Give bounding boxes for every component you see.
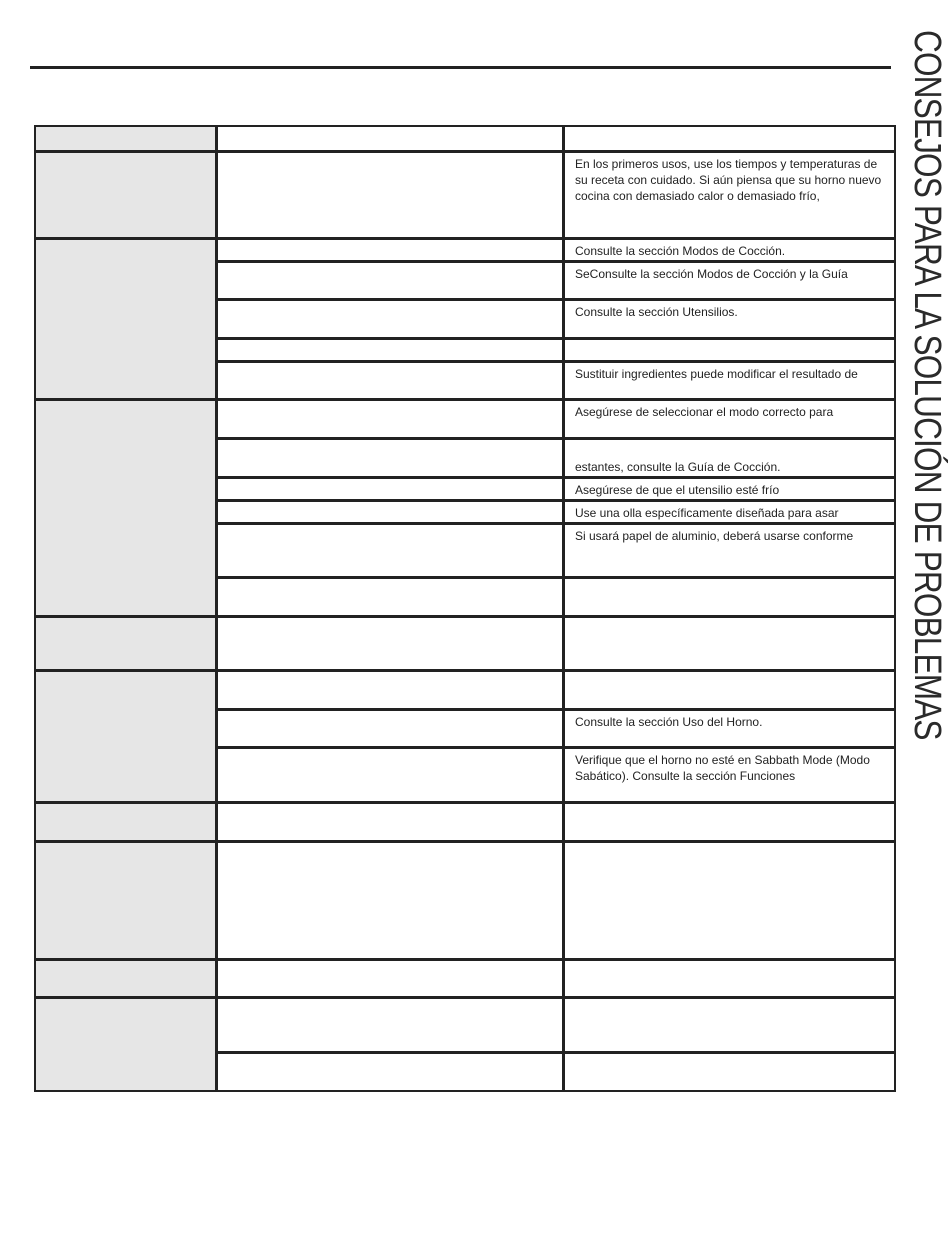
cause-cell: [216, 399, 564, 439]
cause-cell: [216, 959, 564, 998]
solution-cell: En los primeros usos, use los tiempos y temperaturas de su receta con cuidado. Si aún piensa que su horno nuevo cocina con demasiado calor o demasiado frío,: [563, 151, 896, 239]
solution-cell: [563, 616, 896, 671]
header-cell: [216, 125, 564, 152]
solution-cell: Si usará papel de aluminio, deberá usarse conforme: [563, 523, 896, 578]
cause-cell: [216, 438, 564, 478]
problem-cell: [34, 841, 217, 960]
solution-cell: [563, 577, 896, 617]
section-title-vertical: CONSEJOS PARA LA SOLUCIÓN DE PROBLEMAS: [906, 30, 948, 740]
cause-cell: [216, 577, 564, 617]
cause-cell: [216, 299, 564, 339]
cause-cell: [216, 802, 564, 842]
solution-cell: [563, 802, 896, 842]
solution-cell: Consulte la sección Uso del Horno.: [563, 709, 896, 748]
solution-cell: SeConsulte la sección Modos de Cocción y la Guía: [563, 261, 896, 300]
cause-cell: [216, 338, 564, 362]
cause-cell: [216, 709, 564, 748]
problem-cell: [34, 238, 217, 400]
solution-cell: [563, 841, 896, 960]
cause-cell: [216, 238, 564, 262]
cause-cell: [216, 997, 564, 1053]
problem-cell: [34, 670, 217, 803]
solution-cell: Asegúrese de que el utensilio esté frío: [563, 477, 896, 501]
cause-cell: [216, 1052, 564, 1092]
solution-cell: [563, 959, 896, 998]
solution-cell: [563, 670, 896, 710]
cause-cell: [216, 670, 564, 710]
solution-cell: [563, 997, 896, 1053]
cause-cell: [216, 523, 564, 578]
problem-cell: [34, 997, 217, 1092]
cause-cell: [216, 361, 564, 400]
problem-cell: [34, 959, 217, 998]
problem-cell: [34, 151, 217, 239]
solution-cell: Asegúrese de seleccionar el modo correcto para: [563, 399, 896, 439]
header-cell: [34, 125, 217, 152]
cause-cell: [216, 500, 564, 524]
cause-cell: [216, 477, 564, 501]
problem-cell: [34, 802, 217, 842]
solution-cell: Consulte la sección Modos de Cocción.: [563, 238, 896, 262]
solution-cell: Use una olla específicamente diseñada para asar: [563, 500, 896, 524]
cause-cell: [216, 841, 564, 960]
solution-cell: [563, 1052, 896, 1092]
solution-cell: Consulte la sección Utensilios.: [563, 299, 896, 339]
cause-cell: [216, 151, 564, 239]
cause-cell: [216, 616, 564, 671]
cause-cell: [216, 261, 564, 300]
solution-cell: estantes, consulte la Guía de Cocción.: [563, 438, 896, 478]
solution-cell: Sustituir ingredientes puede modificar el resultado de: [563, 361, 896, 400]
solution-cell: Verifique que el horno no esté en Sabbath Mode (Modo Sabático). Consulte la sección Funciones: [563, 747, 896, 803]
header-cell: [563, 125, 896, 152]
cause-cell: [216, 747, 564, 803]
solution-cell: [563, 338, 896, 362]
problem-cell: [34, 399, 217, 617]
top-rule: [30, 66, 891, 69]
problem-cell: [34, 616, 217, 671]
